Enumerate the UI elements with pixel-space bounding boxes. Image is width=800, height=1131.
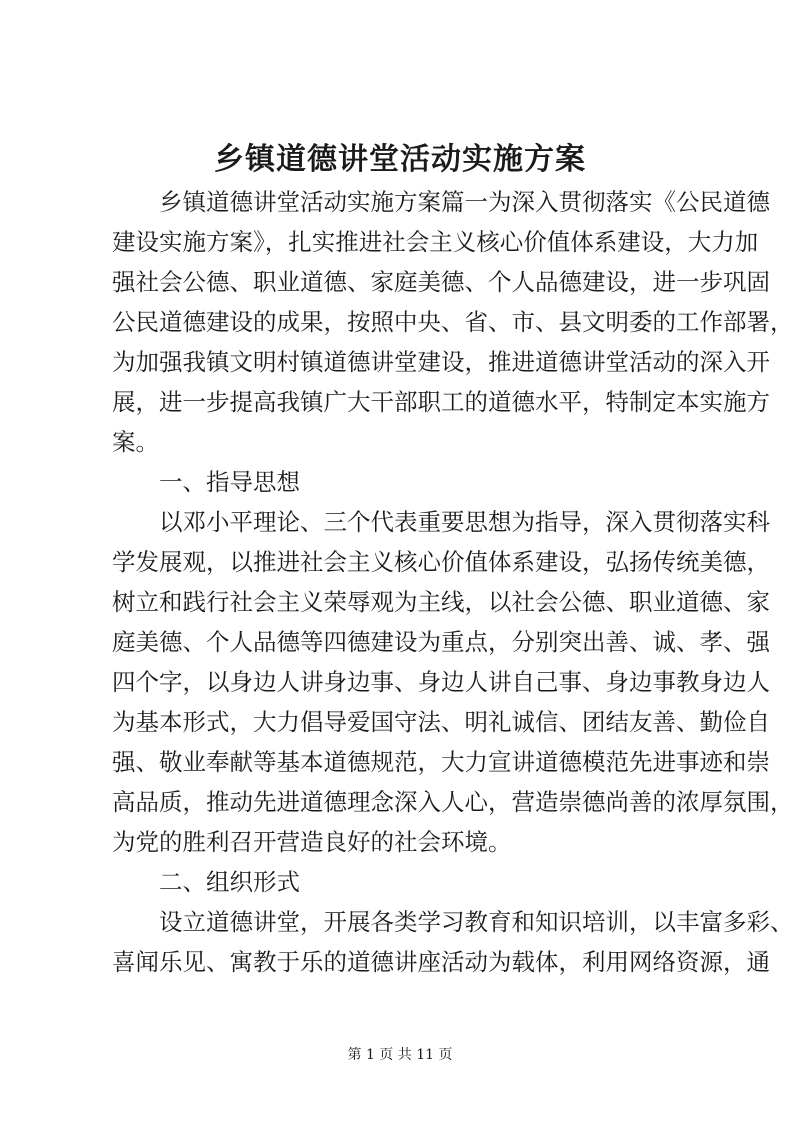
page-footer: 第 1 页 共 11 页 bbox=[347, 1047, 453, 1063]
text-line: 强、敬业奉献等基本道德规范，大力宣讲道德模范先进事迹和崇 bbox=[112, 748, 770, 776]
document-body bbox=[112, 182, 794, 982]
text-line: 案。 bbox=[112, 428, 159, 456]
text-line: 以邓小平理论、三个代表重要思想为指导，深入贯彻落实科 bbox=[112, 508, 770, 536]
text-line: 设立道德讲堂，开展各类学习教育和知识培训，以丰富多彩、 bbox=[112, 908, 794, 936]
text-line: 乡镇道德讲堂活动实施方案篇一为深入贯彻落实《公民道德 bbox=[112, 188, 770, 216]
text-line: 四个字，以身边人讲身边事、身边人讲自己事、身边事教身边人 bbox=[112, 668, 770, 696]
document-title: 乡镇道德讲堂活动实施方案 bbox=[214, 142, 586, 177]
text-line: 建设实施方案》，扎实推进社会主义核心价值体系建设，大力加 bbox=[112, 228, 759, 256]
text-line: 为基本形式，大力倡导爱国守法、明礼诚信、团结友善、勤俭自 bbox=[112, 708, 770, 736]
text-line: 喜闻乐见、寓教于乐的道德讲座活动为载体，利用网络资源，通 bbox=[112, 948, 770, 976]
section-heading: 一、指导思想 bbox=[112, 468, 300, 496]
text-line: 为党的胜利召开营造良好的社会环境。 bbox=[112, 828, 512, 856]
text-line: 树立和践行社会主义荣辱观为主线，以社会公德、职业道德、家 bbox=[112, 588, 770, 616]
section-heading: 二、组织形式 bbox=[112, 868, 300, 896]
text-line: 高品质，推动先进道德理念深入人心，营造崇德尚善的浓厚氛围， bbox=[112, 788, 794, 816]
text-line: 庭美德、个人品德等四德建设为重点，分别突出善、诚、孝、强 bbox=[112, 628, 770, 656]
text-line: 强社会公德、职业道德、家庭美德、个人品德建设，进一步巩固 bbox=[112, 268, 770, 296]
text-line: 展，进一步提高我镇广大干部职工的道德水平，特制定本实施方 bbox=[112, 388, 770, 416]
text-line: 公民道德建设的成果，按照中央、省、市、县文明委的工作部署， bbox=[112, 308, 794, 336]
text-line: 为加强我镇文明村镇道德讲堂建设，推进道德讲堂活动的深入开 bbox=[112, 348, 770, 376]
text-line: 学发展观，以推进社会主义核心价值体系建设，弘扬传统美德， bbox=[112, 548, 770, 576]
